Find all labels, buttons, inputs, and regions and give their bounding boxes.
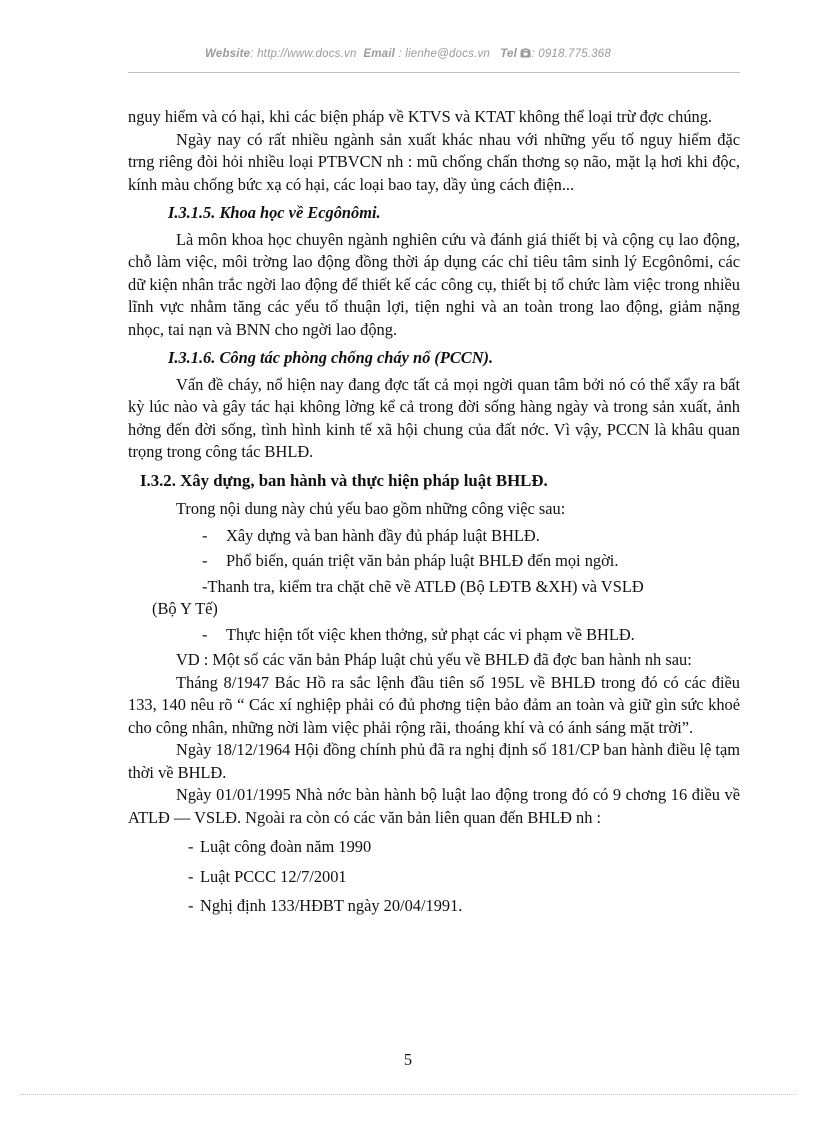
tel-label: Tel	[500, 48, 518, 60]
list-item: - Thực hiện tốt việc khen thởng, sử phạt các vi phạm về BHLĐ.	[202, 624, 635, 644]
header-divider	[128, 72, 740, 73]
email-label: Email	[363, 48, 396, 60]
paragraph: Tháng 8/1947 Bác Hồ ra sắc lệnh đầu tiên số 195L về BHLĐ trong đó có các điều 133, 140 nêu rõ “ Các xí nghiệp phải có đủ phơng tiện bảo đảm an toàn và giữ gìn sức khoẻ cho công nhân, những nời làm việc phải rộng rãi, thoáng khí và có ánh sáng mặt trời”.	[128, 672, 740, 737]
page-header	[0, 48, 816, 60]
paragraph: Ngày 18/12/1964 Hội đồng chính phủ đã ra nghị định số 181/CP ban hành điều lệ tạm thời về BHLĐ.	[128, 740, 740, 782]
section-heading-1-3-2: I.3.2. Xây dựng, ban hành và thực hiện pháp luật BHLĐ.	[140, 470, 548, 490]
phone-icon	[520, 48, 531, 60]
paragraph: Là môn khoa học chuyên ngành nghiên cứu và đánh giá thiết bị và cộng cụ lao động, chỗ làm việc, môi trờng lao động đồng thời áp dụng các chỉ tiêu tâm sinh lý Ecgônômi, các dữ kiện nhân trắc ngời lao động để thiết kế các công cụ, thiết bị tổ chức làm việc trong nhiều lĩnh vực nhằm tăng các yếu tố thuận lợi, tiện nghi và an toàn trong lao động, giảm nặng nhọc, tai nạn và BNN cho ngời lao động.	[128, 229, 740, 339]
paragraph: nguy hiểm và có hại, khi các biện pháp về KTVS và KTAT không thể loại trừ đợc chúng.	[128, 107, 713, 126]
website-label: Website	[205, 48, 251, 60]
paragraph: Trong nội dung này chủ yếu bao gồm những công việc sau:	[176, 499, 566, 518]
list-item: - Phổ biến, quán triệt văn bản pháp luật BHLĐ đến mọi ngời.	[202, 551, 619, 570]
section-heading-1-3-1-6: I.3.1.6. Công tác phòng chống cháy nổ (PCCN).	[168, 348, 494, 367]
list-item: -Thanh tra, kiểm tra chặt chẽ về ATLĐ (Bộ LĐTB &XH) và VSLĐ	[202, 576, 644, 596]
section-heading-1-3-1-5: I.3.1.5. Khoa học về Ecgônômi.	[168, 203, 381, 222]
law-list-item: - Luật PCCC 12/7/2001	[188, 866, 347, 886]
footer-divider	[20, 1094, 796, 1095]
list-item-continuation: (Bộ Y Tế)	[152, 599, 218, 618]
law-list-item: - Luật công đoàn năm 1990	[188, 837, 372, 856]
paragraph: VD : Một số các văn bản Pháp luật chủ yếu về BHLĐ đã đợc ban hành nh sau:	[176, 650, 692, 669]
paragraph: Ngày nay có rất nhiều ngành sản xuất khác nhau với những yếu tố nguy hiểm đặc trng riêng đòi hỏi nhiều loại PTBVCN nh : mũ chống chấn thơng sọ não, mặt lạ hơi khi độc, kính màu chống bức xạ có hại, các loại bao tay, dầy ủng cách điện...	[128, 129, 740, 194]
list-item: - Xây dựng và ban hành đầy đủ pháp luật BHLĐ.	[202, 525, 540, 545]
tel-value: : 0918.775.368	[531, 48, 611, 60]
paragraph: Ngày 01/01/1995 Nhà nớc bàn hành bộ luật lao động trong đó có 9 chơng 16 điều về ATLĐ — VSLĐ. Ngoài ra còn có các văn bản liên quan đến BHLĐ nh :	[128, 785, 740, 827]
law-list-item: - Nghị định 133/HĐBT ngày 20/04/1991.	[188, 896, 463, 915]
website-value: : http://www.docs.vn	[250, 48, 357, 60]
email-value: : lienhe@docs.vn	[395, 48, 491, 60]
document-body	[128, 106, 740, 925]
page-number: 5	[403, 1050, 413, 1069]
paragraph: Vấn đề cháy, nổ hiện nay đang đợc tất cả mọi ngời quan tâm bởi nó có thể xẩy ra bất kỳ lúc nào và gây tác hại không lờng kể cả trong đời sống hàng ngày và trong sản xuất, ảnh hởng đến đời sống, tình hình kinh tế xã hội chung của đất nớc. Vì vậy, PCCN là khâu quan trọng trong công tác BHLĐ.	[128, 374, 740, 461]
